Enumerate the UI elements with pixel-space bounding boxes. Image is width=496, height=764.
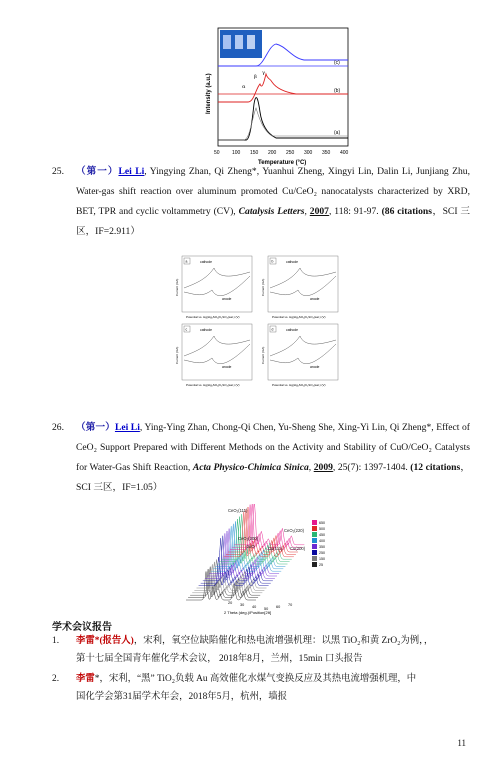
sci-impact: ，SCI 三区，IF=2.911） — [76, 206, 471, 237]
x-tick: 100 — [232, 150, 241, 156]
curve-label-b: (b) — [334, 88, 341, 94]
peak-label: CeO₂(111) — [228, 508, 248, 513]
cathode-label: cathode — [200, 260, 213, 264]
legend-entry: 350 — [319, 545, 325, 549]
sci-impact: ，SCI 三区，IF=1.05） — [76, 462, 470, 493]
x-tick: 350 — [322, 150, 331, 156]
cv-panels — [172, 252, 342, 388]
peak-label-beta: β — [254, 74, 257, 80]
legend-entry: 400 — [319, 539, 325, 543]
peak-label-alpha: α — [242, 84, 246, 90]
conf-number: 2. — [52, 674, 60, 684]
legend-entry: 250 — [319, 551, 325, 555]
xrd-waterfall — [176, 504, 336, 616]
first-author-link[interactable]: Lei Li — [114, 422, 140, 433]
conference-item-2 — [52, 670, 470, 706]
x-tick: 200 — [268, 150, 277, 156]
conf-author: 李雷*(报告人) — [76, 636, 134, 646]
conf-body — [76, 670, 470, 706]
legend-entry: 650 — [319, 521, 325, 525]
entry-coauthors-title: , Ying-Ying Zhan, Chong-Qi Chen, Yu-Sheng She, Xing-Yi Lin, Qi Zheng*, Effect of CeO₂ Support Prepared with Different Methods on the Activity and Stability of CuO/CeO₂ Catalysts for Water-Gas Shift Reaction, — [76, 422, 470, 473]
entry-coauthors-title: , Yingying Zhan, Qi Zheng*, Yuanhui Zheng, Xingyi Lin, Dalin Li, Junjiang Zhu, Water-gas shift reaction over aluminum promoted Cu/CeO₂ nanocatalysts characterized by XRD, BET, TPR and cyclic voltammetry (CV), — [76, 166, 470, 217]
legend-entry: 450 — [319, 533, 325, 537]
tpr-chart — [196, 22, 356, 172]
conf-number: 1. — [52, 636, 60, 646]
cv-y-label: Current (mA) — [175, 346, 179, 364]
figure-cv — [172, 252, 342, 388]
cathode-label: cathode — [286, 260, 299, 264]
pub-pages: , 25(7): 1397-1404. — [332, 462, 411, 473]
conf-body — [76, 632, 470, 668]
cv-y-label: Current (mA) — [175, 278, 179, 296]
author-role: （第一） — [76, 422, 115, 433]
cv-panel-c — [182, 324, 252, 380]
cv-panel-d — [268, 324, 338, 380]
x-tick: 250 — [286, 150, 295, 156]
first-author-link[interactable]: Lei Li — [118, 166, 145, 177]
cv-panel-b — [268, 256, 338, 312]
x-tick: 300 — [304, 150, 313, 156]
x-tick: 20 — [228, 601, 233, 605]
pub-year: 2009 — [313, 462, 333, 473]
panel-tag: c — [185, 327, 188, 332]
xrd-patterns — [186, 504, 304, 600]
panel-tag: a — [185, 259, 188, 264]
curve-label-c: (c) — [334, 60, 340, 66]
anode-label: anode — [310, 297, 320, 301]
figure-xrd — [176, 504, 336, 616]
publication-entry-25 — [52, 162, 470, 242]
peak-label: CeO₂(200) — [238, 536, 259, 541]
xrd-x-label: 2 Theta (deg.)/Position[2θ] — [224, 610, 272, 615]
xrd-legend — [312, 520, 325, 567]
publication-entry-26 — [52, 418, 470, 498]
conference-item-1 — [52, 632, 470, 668]
peak-label: CeO₂(220) — [284, 528, 305, 533]
figure-tpr — [196, 22, 356, 172]
peak-label: Cu(200) — [290, 546, 306, 551]
conf-line2: 国化学会第31届学术年会，2018年5月，杭州，墙报 — [76, 692, 287, 702]
cv-x-label: Potential vs. Hg|Hg₂SO₄|K₂SO₄(sat.) (V) — [272, 383, 326, 387]
x-tick: 50 — [264, 607, 269, 611]
citation-count: (86 citations — [381, 206, 432, 217]
legend-entry: 500 — [319, 527, 325, 531]
author-role: （第一） — [76, 166, 119, 177]
peak-label: CuO — [246, 544, 255, 549]
panel-tag: d — [271, 327, 274, 332]
x-tick: 150 — [250, 150, 259, 156]
legend-entry: 150 — [319, 557, 325, 561]
cv-x-label: Potential vs. Hg|Hg₂SO₄|K₂SO₄(sat.) (V) — [272, 315, 326, 319]
cv-y-label: Current (mA) — [261, 346, 265, 364]
cv-x-label: Potential vs. Hg|Hg₂SO₄|K₂SO₄(sat.) (V) — [186, 315, 240, 319]
page-number: 11 — [457, 738, 466, 748]
tpr-x-label: Temperature (°C) — [258, 160, 307, 166]
peak-label: Cu(111) — [268, 546, 283, 551]
cv-panel-a — [182, 256, 252, 312]
journal-name: Catalysis Letters — [238, 206, 305, 217]
conf-line2: 第十七届全国青年催化学术会议， 2018年8月，兰州，15min 口头报告 — [76, 654, 363, 664]
tpr-x-ticks — [214, 150, 349, 156]
cathode-label: cathode — [200, 328, 213, 332]
cathode-label: cathode — [286, 328, 299, 332]
conf-author: 李雷 — [76, 674, 95, 684]
x-tick: 40 — [252, 605, 257, 609]
x-tick: 30 — [240, 603, 245, 607]
x-tick: 50 — [214, 150, 220, 156]
legend-entry: 25 — [319, 563, 323, 567]
conf-line1: *，宋利，“黑” TiO₂负载 Au 高效催化水煤气变换反应及其热电流增强机理，中 — [94, 674, 417, 684]
anode-label: anode — [222, 365, 232, 369]
curve-label-a: (a) — [334, 130, 341, 136]
entry-number: 25. — [52, 166, 64, 177]
cv-y-label: Current (mA) — [261, 278, 265, 296]
entry-number: 26. — [52, 422, 64, 433]
citation-count: (12 citations — [410, 462, 461, 473]
x-tick: 70 — [288, 603, 293, 607]
anode-label: anode — [310, 365, 320, 369]
anode-label: anode — [222, 297, 232, 301]
entry-body: （第一）Lei Li, Yingying Zhan, Qi Zheng*, Yuanhui Zheng, Xingyi Lin, Dalin Li, Junjiang Zhu, Water-gas shift reaction over aluminum promoted Cu/CeO₂ nanocatalysts characterized by XRD, BET, TPR and cyclic voltammetry (CV), Catalysis Letters, 2007, 118: 91-97. (86 citations，SCI 三区，IF=2.911） — [76, 166, 471, 237]
entry-body: （第一）Lei Li, Ying-Ying Zhan, Chong-Qi Chen, Yu-Sheng She, Xing-Yi Lin, Qi Zheng*, Effect of CeO₂ Support Prepared with Different Methods on the Activity and Stability of CuO/CeO₂ Catalysts for Water-Gas Shift Reaction, Acta Physico-Chimica Sinica, 2009, 25(7): 1397-1404. (12 citations，SCI 三区，IF=1.05） — [76, 422, 470, 493]
cv-x-label: Potential vs. Hg|Hg₂SO₄|K₂SO₄(sat.) (V) — [186, 383, 240, 387]
section-title: 学术会议报告 — [52, 622, 112, 633]
pub-year: 2007 — [309, 206, 329, 217]
tpr-y-label: Intensity (a.u.) — [206, 73, 212, 114]
pub-pages: , 118: 91-97. — [328, 206, 382, 217]
panel-tag: b — [271, 259, 274, 264]
x-tick: 60 — [276, 605, 281, 609]
peak-label-gamma: γ — [262, 70, 265, 76]
x-tick: 400 — [340, 150, 349, 156]
conf-line1: ，宋利，氧空位缺陷催化和热电流增强机理：以黑 TiO₂和黄 ZrO₂为例，， — [133, 636, 434, 646]
journal-name: Acta Physico-Chimica Sinica — [192, 462, 309, 473]
